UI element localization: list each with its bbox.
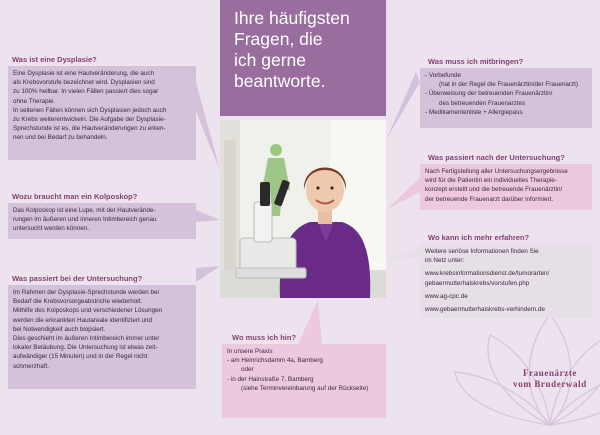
text-line: Das Kolposkop ist eine Lupe, mit der Hautverände-: [13, 207, 156, 214]
box-kolposkop: [8, 203, 196, 239]
text-line: Dies geschieht im äußeren Intimbereich immer unter: [13, 335, 160, 343]
headline: [220, 0, 386, 116]
text-line: - Medikamentenliste + Allergiepass: [425, 108, 523, 116]
box-mehr: [420, 244, 592, 318]
text-line: (siehe Terminvereinbarung auf der Rückseite): [241, 384, 369, 392]
box-dysplasie: [8, 66, 196, 160]
text-line: ohne Therapie.: [13, 97, 56, 105]
doctor-with-microscope-illustration: [220, 120, 386, 298]
text-line: im Netz unter:: [425, 257, 465, 265]
text-line: Bedarf die Krebsvorsorgeabstriche wiederholt.: [13, 298, 143, 306]
header-wohin: Wo muss ich hin?: [232, 333, 297, 342]
text-line: Eine Dysplasie ist eine Hautveränderung, die auch: [13, 70, 155, 77]
text-line: des betreuenden Frauenarztes: [439, 99, 526, 107]
text-line: konzept erstellt und die betreuende Frauenärztin/: [425, 186, 563, 194]
text-line: In seltenen Fällen können sich Dysplasien jedoch auch: [13, 106, 167, 114]
text-line: - Vorbefunde: [425, 72, 462, 79]
text-line: In unsere Praxis: [227, 348, 273, 355]
text-line: Im Rahmen der Dysplasie-Sprechstunde werden bei: [13, 289, 159, 296]
brand-line: Frauenärzte: [522, 368, 578, 378]
text-line: schmerzhaft.: [13, 362, 50, 370]
text-line: rungen im äußeren und inneren Intimbereich genau: [13, 216, 157, 224]
doctor-photo: [220, 120, 386, 298]
headline-line: Ihre häufigsten: [234, 8, 350, 28]
text-line: - in der Hainstraße 7, Bamberg: [227, 375, 314, 383]
box-wohin: [222, 344, 386, 418]
text-line: lokaler Betäubung. Die Untersuchung ist etwas zeit-: [13, 344, 158, 352]
text-line: nen und bei Bedarf zu behandeln.: [13, 134, 108, 142]
text-line: zu Krebs weiterentwickeln. Die Aufgabe der Dysplasie-: [13, 116, 166, 124]
tail-kolposkop: [196, 210, 220, 222]
text-line: aufwändiger (15 Minuten) und in der Regel nicht: [13, 353, 148, 361]
tail-untersuchung: [196, 266, 220, 282]
box-untersuchung: [8, 285, 196, 389]
text-line: bei Notwendigkeit auch biopsiert.: [13, 325, 106, 333]
weblink-ag-cpc[interactable]: www.ag-cpc.de: [425, 292, 468, 300]
header-dysplasie: Was ist eine Dysplasie?: [12, 55, 97, 64]
text-line: Nach Fertigstellung aller Untersuchungsergebnisse: [425, 168, 568, 175]
tail-mitbringen: [386, 72, 420, 140]
weblink-gebaermutterhalskrebs[interactable]: www.gebaermutterhalskrebs-verhindern.de: [425, 306, 546, 314]
text-line: werden die erkrankten Hautareale identifiziert und: [13, 316, 152, 324]
text-line: wird für die Patientin ein individuelles Therapie-: [425, 177, 557, 185]
text-line: Sprechstunde ist es, die Hautveränderungen zu erken-: [13, 125, 166, 133]
header-mitbringen: Was muss ich mitbringen?: [428, 57, 524, 66]
text-line: Weitere seriöse Informationen finden Sie: [425, 248, 539, 255]
headline-line: Fragen, die: [234, 29, 323, 49]
text-line: der betreuende Frauenarzt darüber informiert.: [425, 195, 554, 203]
headline-line: beantworte.: [234, 71, 326, 91]
header-mehr: Wo kann ich mehr erfahren?: [428, 233, 530, 242]
box-nach: [420, 164, 592, 210]
text-line: Mithilfe des Kolposkops und verschiedener Lösungen: [13, 307, 163, 315]
weblink-krebsinformationsdienst[interactable]: www.krebsinformationsdienst.de/tumorarten/: [425, 270, 550, 278]
text-line: - Überweisung der betreuenden Frauenärztin/: [425, 90, 553, 98]
tail-mehr: [386, 246, 420, 262]
header-kolposkop: Wozu braucht man ein Kolposkop?: [12, 192, 138, 201]
text-line: zu 100% heilbar. In vielen Fällen passiert dies sogar: [13, 88, 159, 96]
tail-wohin: [298, 300, 322, 344]
text-line: (hat in der Regel die Frauenärztin/der Frauenarzt): [439, 81, 578, 89]
brand-line: vom Bruderwald: [513, 379, 587, 389]
header-nach: Was passiert nach der Untersuchung?: [428, 153, 565, 162]
text-line: - am Heinrichsdamm 4a, Bamberg: [227, 357, 323, 365]
text-line: als Krebsvorstufe bezeichnet wird. Dysplasien sind: [13, 79, 155, 87]
weblink-krebsinformationsdienst[interactable]: gebaermutterhalskrebs/vorstufen.php: [425, 279, 530, 287]
header-untersuchung: Was passiert bei der Untersuchung?: [12, 274, 143, 283]
practice-brand: [510, 368, 590, 390]
text-line: oder: [241, 366, 254, 374]
headline-line: ich gerne: [234, 50, 306, 70]
box-mitbringen: [420, 68, 592, 128]
tail-nach: [386, 178, 420, 210]
text-line: untersucht werden können.: [13, 225, 89, 233]
